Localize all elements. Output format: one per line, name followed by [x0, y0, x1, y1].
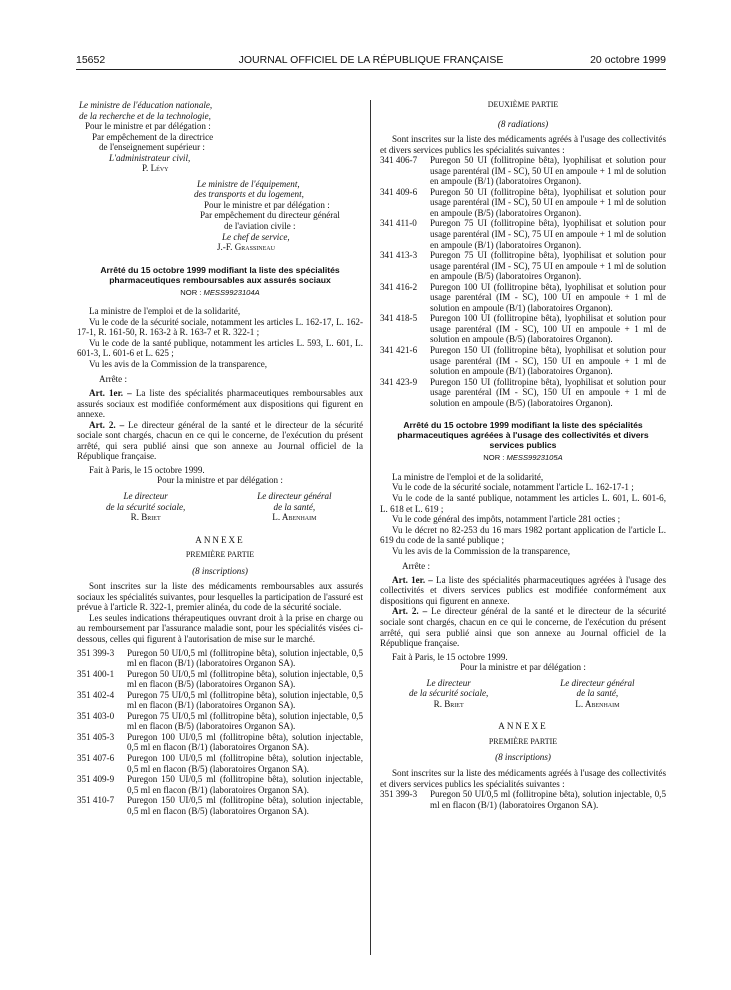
vu-paragraph: Vu le code de la santé publique, notamment les articles L. 593, L. 601, L. 601-3, L. 601-6 et L. 625 ; — [77, 337, 363, 359]
list-item — [77, 795, 363, 816]
entry-list — [380, 789, 666, 810]
fait-line: Fait à Paris, le 15 octobre 1999. — [392, 651, 508, 662]
decree-title: Arrêté du 15 octobre 1999 modifiant la liste des spécialités pharmaceutiques agréées à l'usage des collectivités et divers services publics — [397, 420, 649, 451]
entry-text: Puregon 100 UI (follitropine bêta), lyophilisat et solution pour usage parentéral (IM - SC), 100 UI en ampoule + 1 ml de solution en ampoule (B/5) (laboratoires Organon). — [430, 313, 666, 345]
nor-code: MESS9923105A — [506, 453, 563, 463]
article-label: Art. 2. – — [392, 606, 428, 617]
list-item — [77, 774, 363, 795]
article-text: La liste des spécialités pharmaceutiques remboursables aux assurés sociaux est modifiée conformément aux dispositions qui figurent en annexe. — [77, 388, 363, 420]
issue-date: 20 octobre 1999 — [590, 54, 666, 66]
sig-line: de la recherche et de la technologie, — [79, 110, 211, 121]
entry-text: Puregon 50 UI (follitropine bêta), lyophilisat et solution pour usage parentéral (IM - SC), 50 UI en ampoule + 1 ml de solution en ampoule (B/1) (laboratoires Organon). — [430, 155, 666, 187]
list-item — [77, 648, 363, 669]
partie-heading: PREMIÈRE PARTIE — [488, 736, 558, 746]
intro-paragraph: Sont inscrites sur la liste des médicaments remboursables aux assurés sociaux les spécialités suivantes, pour lesquelles la participation de l'assuré est prévue à l'article R. 322-1, premier alinéa, du code de la sécurité sociale. — [77, 581, 363, 613]
pour-line: Pour la ministre et par délégation : — [157, 475, 283, 486]
entry-code: 341 421-6 — [380, 345, 418, 356]
journal-title: JOURNAL OFFICIEL DE LA RÉPUBLIQUE FRANÇAISE — [238, 54, 504, 66]
sig-line: Le directeur général — [560, 677, 635, 688]
entry-code: 351 410-7 — [77, 795, 115, 806]
nor-label: NOR : — [180, 287, 202, 297]
vu-paragraph: Vu le code de la sécurité sociale, notamment les articles L. 162-17, L. 162-17-1, R. 161-50, R. 163-2 à R. 163-7 et R. 322-1 ; — [77, 316, 363, 338]
nor-reference — [77, 288, 363, 299]
sig-name: R. Briet — [130, 512, 161, 523]
list-item — [380, 155, 666, 187]
list-item — [77, 753, 363, 774]
partie-heading: PREMIÈRE PARTIE — [185, 550, 255, 560]
entry-text: Puregon 150 UI (follitropine bêta), lyophilisat et solution pour usage parentéral (IM - SC), 150 UI en ampoule + 1 ml de solution en ampoule (B/1) (laboratoires Organon). — [430, 345, 666, 377]
entry-text: Puregon 100 UI/0,5 ml (follitropine bêta), solution injectable, 0,5 ml en flacon (B/1) (laboratoires Organon SA). — [127, 731, 363, 753]
entry-code: 351 399-3 — [380, 789, 418, 800]
entry-text: Puregon 75 UI (follitropine bêta), lyophilisat et solution pour usage parentéral (IM - SC), 75 UI en ampoule + 1 ml de solution en ampoule (B/5) (laboratoires Organon). — [430, 250, 666, 282]
sig-line: Le ministre de l'équipement, — [197, 178, 300, 189]
signature-right — [529, 678, 666, 710]
dual-signature — [380, 678, 666, 710]
entry-code: 351 405-3 — [77, 731, 115, 742]
article-2 — [77, 420, 363, 462]
entry-code: 341 418-5 — [380, 313, 418, 324]
sig-line: Le ministre de l'éducation nationale, — [79, 100, 213, 110]
page-number: 15652 — [76, 54, 106, 66]
article-label: Art. 1er. – — [392, 574, 433, 585]
article-1 — [380, 575, 666, 607]
entry-code: 341 406-7 — [380, 155, 418, 166]
vu-paragraph: Vu le code de la sécurité sociale, notamment l'article L. 162-17-1 ; — [392, 482, 634, 493]
entry-text: Puregon 100 UI/0,5 ml (follitropine bêta), solution injectable, 0,5 ml en flacon (B/5) (laboratoires Organon SA). — [127, 752, 363, 774]
article-text: Le directeur général de la santé et le directeur de la sécurité sociale sont chargés, chacun en ce qui le concerne, de l'exécution du présent arrêté, qui sera publié ainsi que son annexe au Journal officiel de la République française. — [380, 606, 667, 649]
page-header — [76, 54, 666, 68]
sig-line: de la sécurité sociale, — [105, 501, 186, 512]
signature-left — [77, 491, 214, 523]
list-item — [77, 711, 363, 732]
right-column — [380, 100, 666, 810]
entry-text: Puregon 100 UI (follitropine bêta), lyophilisat et solution pour usage parentéral (IM - SC), 100 UI en ampoule + 1 ml de solution en ampoule (B/1) (laboratoires Organon). — [430, 281, 666, 313]
sig-line: de l'aviation civile : — [224, 221, 296, 232]
partie-heading: DEUXIÈME PARTIE — [487, 100, 559, 109]
list-item — [380, 282, 666, 314]
entry-text: Puregon 50 UI/0,5 ml (follitropine bêta), solution injectable, 0,5 ml en flacon (B/5) (laboratoires Organon SA). — [127, 668, 363, 690]
entry-text: Puregon 50 UI/0,5 ml (follitropine bêta), solution injectable, 0,5 ml en flacon (B/1) (laboratoires Organon SA). — [127, 647, 363, 669]
column-divider — [370, 100, 371, 955]
sig-line: Par empêchement de la directrice — [92, 131, 214, 142]
sig-name: L. Abenhaim — [272, 512, 317, 523]
article-label: Art. 2. – — [89, 419, 125, 430]
entry-code: 341 416-2 — [380, 281, 418, 292]
nor-label: NOR : — [483, 453, 505, 463]
list-item — [380, 313, 666, 345]
signature-left — [380, 678, 517, 710]
intro-paragraph: Les seules indications thérapeutiques ouvrant droit à la prise en charge ou au remboursement par l'assurance maladie sont, pour les spécialités visées ci-dessous, celles qui figurent à l'autorisation de mise sur le marché. — [77, 612, 363, 644]
entry-code: 341 409-6 — [380, 186, 418, 197]
entry-list — [380, 155, 666, 408]
entry-text: Puregon 150 UI/0,5 ml (follitropine bêta), solution injectable, 0,5 ml en flacon (B/5) (laboratoires Organon SA). — [127, 795, 363, 816]
nor-reference — [380, 453, 666, 464]
list-item — [77, 732, 363, 753]
article-1 — [77, 388, 363, 420]
sig-line: Le directeur — [123, 490, 168, 501]
vu-paragraph: Vu les avis de la Commission de la transparence, — [89, 358, 267, 369]
entry-text: Puregon 50 UI/0,5 ml (follitropine bêta), solution injectable, 0,5 ml en flacon (B/1) (laboratoires Organon SA). — [430, 789, 666, 810]
entry-code: 341 423-9 — [380, 376, 418, 387]
entry-code: 351 403-0 — [77, 710, 115, 721]
signature-block-equipement — [77, 179, 363, 253]
sig-name: P. Lévy — [142, 163, 169, 174]
entry-code: 351 407-6 — [77, 752, 115, 763]
entry-code: 351 402-4 — [77, 689, 115, 700]
sig-name: L. Abenhaim — [575, 698, 620, 709]
entry-code: 351 400-1 — [77, 668, 115, 679]
sig-line: L'administrateur civil, — [109, 152, 191, 163]
list-item — [380, 789, 666, 810]
sig-line: Le directeur général — [257, 490, 332, 501]
annexe-heading: ANNEXE — [498, 721, 548, 732]
fait-line: Fait à Paris, le 15 octobre 1999. — [89, 464, 205, 475]
sig-line: de la santé, — [273, 501, 316, 512]
sig-line: de la sécurité sociale, — [408, 688, 489, 699]
signature-block-education — [77, 100, 363, 174]
arrete-line: Arrête : — [402, 561, 431, 572]
signature-right — [226, 491, 363, 523]
vu-paragraph: Vu le code de la santé publique, notamment les articles L. 601, L. 601-6, L. 618 et L. 619 ; — [380, 492, 666, 514]
entry-list — [77, 648, 363, 817]
article-text: Le directeur général de la santé et le directeur de la sécurité sociale sont chargés, chacun en ce qui le concerne, de l'exécution du présent arrêté, qui sera publié ainsi que son annexe au Journal officiel de la République française. — [77, 419, 364, 462]
sig-line: Par empêchement du directeur général — [200, 210, 340, 221]
sig-line: de l'enseignement supérieur : — [99, 142, 205, 153]
entry-text: Puregon 50 UI (follitropine bêta), lyophilisat et solution pour usage parentéral (IM - SC), 50 UI en ampoule + 1 ml de solution en ampoule (B/5) (laboratoires Organon). — [430, 186, 666, 218]
entry-text: Puregon 75 UI (follitropine bêta), lyophilisat et solution pour usage parentéral (IM - SC), 75 UI en ampoule + 1 ml de solution en ampoule (B/1) (laboratoires Organon). — [430, 218, 666, 250]
sig-name: J.-F. Grassineau — [217, 242, 275, 253]
list-item — [380, 218, 666, 250]
intro-paragraph: Sont inscrites sur la liste des médicaments agréés à l'usage des collectivités et divers services publics les spécialités suivantes : — [380, 767, 666, 789]
sig-line: Pour le ministre et par délégation : — [204, 199, 330, 210]
entry-text: Puregon 75 UI/0,5 ml (follitropine bêta), solution injectable, 0,5 ml en flacon (B/1) (laboratoires Organon SA). — [127, 689, 363, 711]
vu-paragraph: Vu le décret no 82-253 du 16 mars 1982 portant application de l'article L. 619 du code de la santé publique ; — [380, 524, 666, 546]
entry-text: Puregon 75 UI/0,5 ml (follitropine bêta), solution injectable, 0,5 ml en flacon (B/5) (laboratoires Organon SA). — [127, 710, 363, 732]
vu-paragraph: Vu les avis de la Commission de la transparence, — [392, 545, 570, 556]
minister-line: La ministre de l'emploi et de la solidarité, — [89, 306, 241, 317]
list-item — [77, 690, 363, 711]
intro-paragraph: Sont inscrites sur la liste des médicaments agréés à l'usage des collectivités et divers services publics les spécialités suivantes : — [380, 134, 666, 155]
article-text: La liste des spécialités pharmaceutiques agréées à l'usage des collectivités et divers services publics est modifiée conformément aux dispositions qui figurent en annexe. — [380, 574, 666, 606]
count-heading: (8 inscriptions) — [495, 752, 551, 763]
entry-code: 341 413-3 — [380, 250, 418, 261]
list-item — [380, 377, 666, 409]
count-heading: (8 inscriptions) — [192, 565, 248, 576]
nor-code: MESS9923104A — [203, 287, 260, 297]
entry-code: 341 411-0 — [380, 218, 417, 229]
decree-title: Arrêté du 15 octobre 1999 modifiant la liste des spécialités pharmaceutiques remboursables aux assurés sociaux — [100, 264, 340, 285]
minister-line: La ministre de l'emploi et de la solidarité, — [392, 471, 544, 482]
pour-line: Pour la ministre et par délégation : — [460, 662, 586, 673]
arrete-line: Arrête : — [99, 374, 128, 385]
sig-line: Le directeur — [426, 677, 471, 688]
vu-paragraph: Vu le code général des impôts, notamment l'article 281 octies ; — [392, 514, 621, 525]
sig-line: Pour le ministre et par délégation : — [85, 121, 211, 132]
entry-text: Puregon 150 UI/0,5 ml (follitropine bêta), solution injectable, 0,5 ml en flacon (B/1) (laboratoires Organon SA). — [127, 774, 363, 795]
annexe-heading: ANNEXE — [195, 534, 245, 545]
entry-text: Puregon 150 UI (follitropine bêta), lyophilisat et solution pour usage parentéral (IM - SC), 150 UI en ampoule + 1 ml de solution en ampoule (B/5) (laboratoires Organon). — [430, 376, 666, 408]
article-label: Art. 1er. – — [89, 388, 132, 399]
sig-line: des transports et du logement, — [194, 189, 304, 200]
sig-line: de la santé, — [576, 688, 619, 699]
sig-name: R. Briet — [433, 698, 464, 709]
list-item — [380, 250, 666, 282]
list-item — [77, 669, 363, 690]
article-2 — [380, 606, 666, 648]
header-rule — [76, 69, 666, 70]
entry-code: 351 409-9 — [77, 774, 115, 785]
count-heading: (8 radiations) — [497, 118, 549, 129]
list-item — [380, 187, 666, 219]
entry-code: 351 399-3 — [77, 647, 115, 658]
list-item — [380, 345, 666, 377]
dual-signature — [77, 491, 363, 523]
left-column — [77, 100, 363, 816]
sig-line: Le chef de service, — [222, 231, 290, 242]
